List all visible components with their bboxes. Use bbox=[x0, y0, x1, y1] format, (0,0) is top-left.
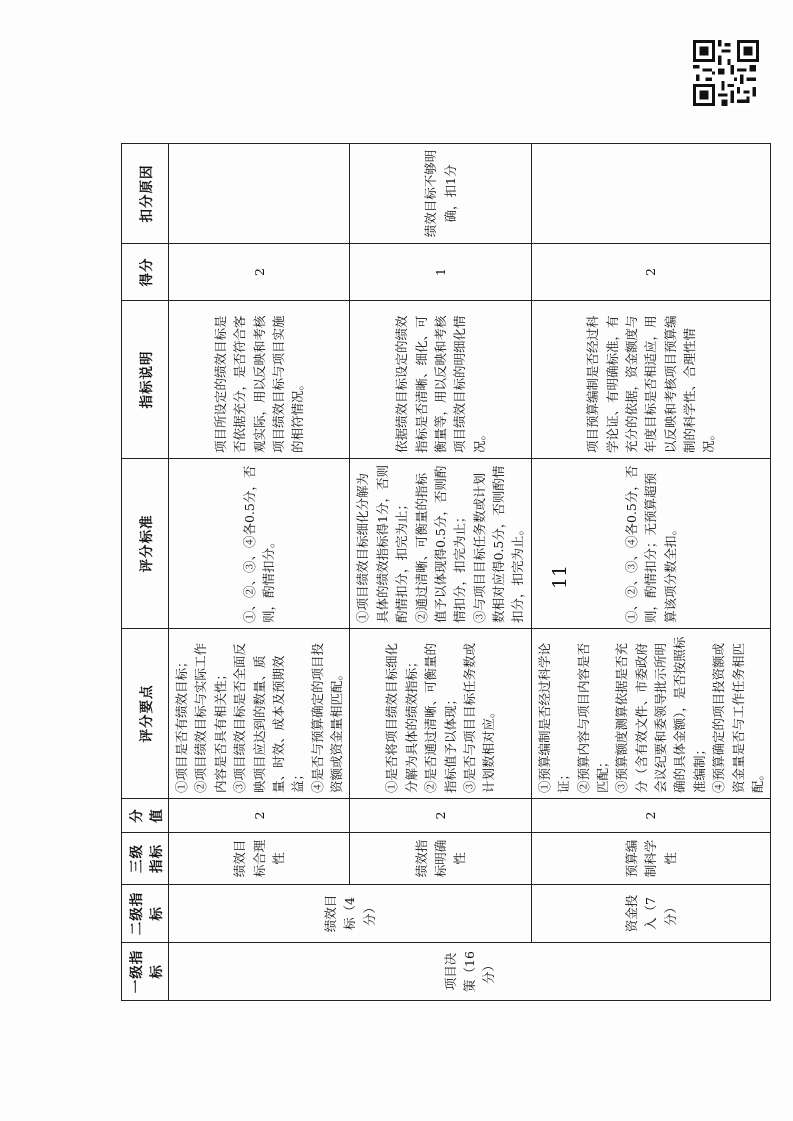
header-row bbox=[122, 144, 169, 1001]
points-cell: ①项目是否有绩效目标； ②项目绩效目标与实际工作内容是否具有相关性； ③项目绩效目标是否全面反映项目应达到的数量、质量、时效、成本及预期效益； ④是否与预算确定的项目投资额或资金量相匹配。 bbox=[169, 629, 350, 799]
reason-cell bbox=[531, 144, 771, 244]
header-description: 指标说明 bbox=[122, 301, 169, 459]
table-row bbox=[350, 144, 531, 1001]
header-criteria: 评分标准 bbox=[122, 459, 169, 629]
header-level1: 一级指标 bbox=[122, 943, 169, 1001]
obtained-cell: 1 bbox=[350, 244, 531, 301]
evaluation-table bbox=[121, 143, 771, 1001]
level3-cell: 预算编制科学性 bbox=[531, 833, 771, 885]
level2-cell: 绩效目标（4分） bbox=[169, 885, 532, 943]
header-level2: 二级指标 bbox=[122, 885, 169, 943]
criteria-cell: ①项目绩效目标细化分解为具体的绩效指标得1分，否则酌情扣分，扣完为止； ②通过清晰、可衡量的指标值予以体现得0.5分，否则酌情扣分，扣完为止； ③与项目目标任务数或计划数相对应得0.5分，否则酌情扣分，扣完为止。 bbox=[350, 459, 531, 629]
header-deduction-reason: 扣分原因 bbox=[122, 144, 169, 244]
header-score: 分值 bbox=[122, 799, 169, 833]
description-cell: 项目预算编制是否经过科学论证、有明确标准，有充分的依据，资金额度与年度目标是否相适应，用以反映和考核项目预算编制的科学性、合理性情况。 bbox=[531, 301, 771, 459]
qr-code bbox=[693, 40, 759, 106]
reason-cell bbox=[169, 144, 350, 244]
header-level3: 三级指标 bbox=[122, 833, 169, 885]
description-cell: 项目所设定的绩效目标是否依据充分，是否符合客观实际，用以反映和考核项目绩效目标与项目实施的相符情况。 bbox=[169, 301, 350, 459]
points-cell: ①预算编制是否经过科学论证； ②预算内容与项目内容是否匹配； ③预算额度测算依据是否充分（含有效文件、市委政府会议纪要和委领导批示所明确的具体金额），是否按照标准编制； ④预算确定的项目投资额或资金量是否与工作任务相匹配。 bbox=[531, 629, 771, 799]
criteria-cell: ①、②、③、④各0.5分，否则，酌情扣分；无预算超预算该项分数全扣。 bbox=[531, 459, 771, 629]
level3-cell: 绩效指标明确性 bbox=[350, 833, 531, 885]
header-obtained: 得分 bbox=[122, 244, 169, 301]
obtained-cell: 2 bbox=[169, 244, 350, 301]
level2-cell: 资金投入（7分） bbox=[531, 885, 771, 943]
points-cell: ①是否将项目绩效目标细化分解为具体的绩效指标； ②是否通过清晰、可衡量的指标值予以体现； ③是否与项目目标任务数或计划数相对应。 bbox=[350, 629, 531, 799]
description-cell: 依据绩效目标设定的绩效指标是否清晰、细化、可衡量等，用以反映和考核项目绩效目标的明细化情况。 bbox=[350, 301, 531, 459]
score-cell: 2 bbox=[531, 799, 771, 833]
score-cell: 2 bbox=[169, 799, 350, 833]
level3-cell: 绩效目标合理性 bbox=[169, 833, 350, 885]
criteria-cell: ①、②、③、④各0.5分，否则，酌情扣分。 bbox=[169, 459, 350, 629]
level1-cell: 项目决策（16分） bbox=[169, 943, 771, 1001]
reason-cell: 绩效目标不够明确，扣1分 bbox=[350, 144, 531, 244]
obtained-cell: 2 bbox=[531, 244, 771, 301]
header-points: 评分要点 bbox=[122, 629, 169, 799]
score-cell: 2 bbox=[350, 799, 531, 833]
rotated-evaluation-table bbox=[121, 144, 765, 1001]
table-row bbox=[169, 144, 350, 1001]
page-number: 11 bbox=[549, 564, 572, 590]
